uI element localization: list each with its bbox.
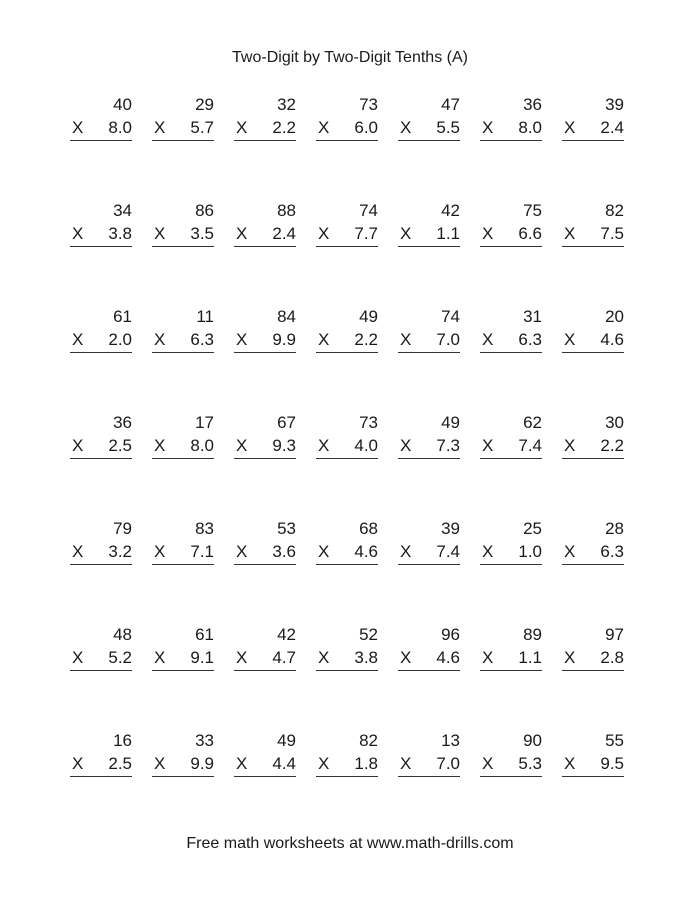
multiplication-problem xyxy=(70,199,150,305)
multiplication-problem xyxy=(316,729,396,835)
multiplier-line xyxy=(398,540,460,565)
multiplication-problem xyxy=(70,411,150,517)
problem-row xyxy=(70,411,630,517)
multiplication-problem xyxy=(562,199,642,305)
multiplication-problem xyxy=(316,517,396,623)
multiplicand: 68 xyxy=(359,519,378,538)
times-sign: X xyxy=(564,436,576,455)
multiplier: 5.5 xyxy=(436,118,460,137)
multiplier-line xyxy=(70,752,132,777)
multiplier: 7.5 xyxy=(600,224,624,243)
multiplier-line xyxy=(562,752,624,777)
multiplicand: 79 xyxy=(113,519,132,538)
multiplication-problem xyxy=(480,199,560,305)
multiplier-line xyxy=(70,328,132,353)
multiplicand: 29 xyxy=(195,95,214,114)
times-sign: X xyxy=(236,436,248,455)
multiplier-line xyxy=(316,434,378,459)
multiplier: 8.0 xyxy=(518,118,542,137)
multiplier: 1.1 xyxy=(518,648,542,667)
multiplication-problem xyxy=(562,305,642,411)
multiplier: 2.2 xyxy=(354,330,378,349)
times-sign: X xyxy=(72,754,84,773)
multiplier: 3.6 xyxy=(272,542,296,561)
multiplier-line xyxy=(316,646,378,671)
multiplier: 2.2 xyxy=(272,118,296,137)
multiplicand: 73 xyxy=(359,95,378,114)
times-sign: X xyxy=(318,330,330,349)
multiplication-problem xyxy=(562,623,642,729)
problem-grid xyxy=(70,93,630,835)
multiplier-line xyxy=(562,116,624,141)
multiplier: 2.4 xyxy=(272,224,296,243)
multiplier: 4.6 xyxy=(600,330,624,349)
multiplier: 1.1 xyxy=(436,224,460,243)
multiplicand: 36 xyxy=(113,413,132,432)
times-sign: X xyxy=(154,224,166,243)
times-sign: X xyxy=(400,436,412,455)
multiplication-problem xyxy=(562,93,642,199)
multiplier: 4.7 xyxy=(272,648,296,667)
times-sign: X xyxy=(154,118,166,137)
multiplication-problem xyxy=(398,729,478,835)
multiplicand: 28 xyxy=(605,519,624,538)
multiplicand: 53 xyxy=(277,519,296,538)
multiplier: 2.5 xyxy=(108,754,132,773)
times-sign: X xyxy=(236,542,248,561)
multiplication-problem xyxy=(480,411,560,517)
multiplication-problem xyxy=(562,729,642,835)
times-sign: X xyxy=(318,224,330,243)
multiplication-problem xyxy=(152,623,232,729)
times-sign: X xyxy=(564,754,576,773)
multiplication-problem xyxy=(398,517,478,623)
multiplicand: 73 xyxy=(359,413,378,432)
multiplier-line xyxy=(562,222,624,247)
times-sign: X xyxy=(318,118,330,137)
multiplier: 4.0 xyxy=(354,436,378,455)
multiplier: 3.8 xyxy=(108,224,132,243)
times-sign: X xyxy=(72,330,84,349)
times-sign: X xyxy=(564,648,576,667)
times-sign: X xyxy=(400,118,412,137)
multiplier-line xyxy=(70,222,132,247)
times-sign: X xyxy=(236,118,248,137)
multiplication-problem xyxy=(152,729,232,835)
multiplication-problem xyxy=(398,411,478,517)
multiplication-problem xyxy=(480,729,560,835)
multiplication-problem xyxy=(234,411,314,517)
multiplication-problem xyxy=(152,305,232,411)
multiplier: 6.3 xyxy=(190,330,214,349)
multiplier-line xyxy=(398,434,460,459)
multiplication-problem xyxy=(70,517,150,623)
multiplicand: 82 xyxy=(605,201,624,220)
multiplicand: 39 xyxy=(605,95,624,114)
times-sign: X xyxy=(236,648,248,667)
times-sign: X xyxy=(482,118,494,137)
times-sign: X xyxy=(154,754,166,773)
multiplier-line xyxy=(480,222,542,247)
multiplier-line xyxy=(234,328,296,353)
multiplication-problem xyxy=(480,623,560,729)
multiplier: 5.7 xyxy=(190,118,214,137)
multiplication-problem xyxy=(70,729,150,835)
multiplicand: 48 xyxy=(113,625,132,644)
multiplier-line xyxy=(398,328,460,353)
times-sign: X xyxy=(318,436,330,455)
problem-row xyxy=(70,305,630,411)
multiplication-problem xyxy=(480,305,560,411)
multiplier: 7.7 xyxy=(354,224,378,243)
multiplication-problem xyxy=(316,93,396,199)
multiplier: 9.9 xyxy=(272,330,296,349)
times-sign: X xyxy=(482,542,494,561)
times-sign: X xyxy=(564,118,576,137)
times-sign: X xyxy=(318,754,330,773)
multiplicand: 90 xyxy=(523,731,542,750)
multiplicand: 13 xyxy=(441,731,460,750)
multiplier-line xyxy=(562,540,624,565)
multiplicand: 96 xyxy=(441,625,460,644)
multiplicand: 30 xyxy=(605,413,624,432)
multiplier: 7.0 xyxy=(436,330,460,349)
multiplicand: 36 xyxy=(523,95,542,114)
multiplier-line xyxy=(398,116,460,141)
multiplier: 9.1 xyxy=(190,648,214,667)
multiplicand: 11 xyxy=(196,307,214,326)
times-sign: X xyxy=(236,330,248,349)
multiplier-line xyxy=(480,328,542,353)
multiplier: 7.4 xyxy=(518,436,542,455)
times-sign: X xyxy=(72,118,84,137)
multiplier: 7.4 xyxy=(436,542,460,561)
multiplier-line xyxy=(234,752,296,777)
multiplicand: 25 xyxy=(523,519,542,538)
multiplicand: 49 xyxy=(359,307,378,326)
multiplier-line xyxy=(316,222,378,247)
multiplier-line xyxy=(480,646,542,671)
multiplier: 7.0 xyxy=(436,754,460,773)
multiplier-line xyxy=(234,434,296,459)
multiplicand: 42 xyxy=(441,201,460,220)
multiplier-line xyxy=(398,752,460,777)
multiplier-line xyxy=(152,116,214,141)
multiplication-problem xyxy=(152,411,232,517)
multiplication-problem xyxy=(152,93,232,199)
times-sign: X xyxy=(236,224,248,243)
times-sign: X xyxy=(482,648,494,667)
multiplier: 3.2 xyxy=(108,542,132,561)
multiplicand: 82 xyxy=(359,731,378,750)
times-sign: X xyxy=(400,330,412,349)
multiplication-problem xyxy=(70,93,150,199)
multiplier-line xyxy=(480,540,542,565)
multiplier: 1.8 xyxy=(354,754,378,773)
multiplier: 2.8 xyxy=(600,648,624,667)
multiplicand: 74 xyxy=(359,201,378,220)
multiplier-line xyxy=(234,646,296,671)
multiplicand: 17 xyxy=(195,413,214,432)
multiplier-line xyxy=(316,116,378,141)
multiplier-line xyxy=(316,328,378,353)
multiplication-problem xyxy=(316,411,396,517)
multiplier-line xyxy=(562,434,624,459)
multiplier: 2.2 xyxy=(600,436,624,455)
multiplicand: 86 xyxy=(195,201,214,220)
multiplicand: 32 xyxy=(277,95,296,114)
multiplication-problem xyxy=(70,305,150,411)
times-sign: X xyxy=(154,436,166,455)
multiplication-problem xyxy=(316,305,396,411)
times-sign: X xyxy=(400,648,412,667)
multiplier-line xyxy=(152,222,214,247)
multiplier-line xyxy=(70,116,132,141)
multiplier-line xyxy=(234,540,296,565)
multiplicand: 88 xyxy=(277,201,296,220)
multiplier: 5.2 xyxy=(108,648,132,667)
multiplicand: 33 xyxy=(195,731,214,750)
multiplicand: 67 xyxy=(277,413,296,432)
multiplier: 2.4 xyxy=(600,118,624,137)
multiplicand: 61 xyxy=(195,625,214,644)
times-sign: X xyxy=(72,436,84,455)
multiplier-line xyxy=(562,328,624,353)
multiplier: 7.3 xyxy=(436,436,460,455)
multiplicand: 47 xyxy=(441,95,460,114)
times-sign: X xyxy=(154,542,166,561)
multiplicand: 49 xyxy=(277,731,296,750)
multiplier: 6.0 xyxy=(354,118,378,137)
times-sign: X xyxy=(318,648,330,667)
times-sign: X xyxy=(482,436,494,455)
multiplier-line xyxy=(152,540,214,565)
multiplication-problem xyxy=(152,517,232,623)
multiplier-line xyxy=(70,434,132,459)
multiplicand: 83 xyxy=(195,519,214,538)
multiplier: 9.3 xyxy=(272,436,296,455)
multiplicand: 49 xyxy=(441,413,460,432)
multiplication-problem xyxy=(234,199,314,305)
problem-row xyxy=(70,623,630,729)
times-sign: X xyxy=(318,542,330,561)
multiplicand: 84 xyxy=(277,307,296,326)
multiplicand: 89 xyxy=(523,625,542,644)
multiplier: 4.4 xyxy=(272,754,296,773)
multiplier-line xyxy=(70,540,132,565)
multiplicand: 61 xyxy=(113,307,132,326)
problem-row xyxy=(70,93,630,199)
multiplier: 1.0 xyxy=(518,542,542,561)
page-title: Two-Digit by Two-Digit Tenths (A) xyxy=(232,49,468,66)
multiplier-line xyxy=(316,752,378,777)
multiplicand: 16 xyxy=(113,731,132,750)
times-sign: X xyxy=(564,330,576,349)
multiplication-problem xyxy=(152,199,232,305)
multiplier-line xyxy=(562,646,624,671)
multiplier: 5.3 xyxy=(518,754,542,773)
multiplier-line xyxy=(234,116,296,141)
problem-row xyxy=(70,729,630,835)
multiplier: 6.3 xyxy=(518,330,542,349)
times-sign: X xyxy=(482,330,494,349)
multiplier: 8.0 xyxy=(108,118,132,137)
multiplicand: 31 xyxy=(523,307,542,326)
multiplier-line xyxy=(480,116,542,141)
multiplicand: 40 xyxy=(113,95,132,114)
multiplier-line xyxy=(316,540,378,565)
multiplicand: 55 xyxy=(605,731,624,750)
multiplicand: 75 xyxy=(523,201,542,220)
multiplier-line xyxy=(234,222,296,247)
multiplication-problem xyxy=(234,729,314,835)
multiplication-problem xyxy=(234,517,314,623)
multiplication-problem xyxy=(398,305,478,411)
multiplier: 3.5 xyxy=(190,224,214,243)
multiplier: 3.8 xyxy=(354,648,378,667)
multiplier-line xyxy=(480,434,542,459)
times-sign: X xyxy=(236,754,248,773)
multiplier: 9.9 xyxy=(190,754,214,773)
multiplier: 4.6 xyxy=(354,542,378,561)
multiplication-problem xyxy=(70,623,150,729)
times-sign: X xyxy=(72,542,84,561)
multiplier-line xyxy=(398,646,460,671)
multiplier: 2.5 xyxy=(108,436,132,455)
multiplication-problem xyxy=(316,623,396,729)
multiplication-problem xyxy=(234,623,314,729)
times-sign: X xyxy=(482,224,494,243)
multiplication-problem xyxy=(316,199,396,305)
multiplicand: 34 xyxy=(113,201,132,220)
multiplier: 9.5 xyxy=(600,754,624,773)
footer-text: Free math worksheets at www.math-drills.com xyxy=(186,835,514,852)
times-sign: X xyxy=(72,648,84,667)
multiplier-line xyxy=(480,752,542,777)
multiplier-line xyxy=(152,434,214,459)
multiplication-problem xyxy=(480,93,560,199)
multiplicand: 20 xyxy=(605,307,624,326)
multiplication-problem xyxy=(398,623,478,729)
multiplier-line xyxy=(152,752,214,777)
multiplier-line xyxy=(398,222,460,247)
multiplier-line xyxy=(152,646,214,671)
times-sign: X xyxy=(400,224,412,243)
multiplication-problem xyxy=(234,305,314,411)
multiplication-problem xyxy=(398,93,478,199)
multiplier: 2.0 xyxy=(108,330,132,349)
multiplier: 6.3 xyxy=(600,542,624,561)
multiplication-problem xyxy=(398,199,478,305)
multiplication-problem xyxy=(234,93,314,199)
multiplicand: 74 xyxy=(441,307,460,326)
problem-row xyxy=(70,199,630,305)
multiplier: 8.0 xyxy=(190,436,214,455)
multiplication-problem xyxy=(480,517,560,623)
times-sign: X xyxy=(564,224,576,243)
multiplicand: 42 xyxy=(277,625,296,644)
multiplicand: 97 xyxy=(605,625,624,644)
multiplier: 7.1 xyxy=(190,542,214,561)
times-sign: X xyxy=(400,754,412,773)
multiplicand: 39 xyxy=(441,519,460,538)
times-sign: X xyxy=(154,330,166,349)
multiplier: 4.6 xyxy=(436,648,460,667)
times-sign: X xyxy=(482,754,494,773)
multiplication-problem xyxy=(562,517,642,623)
times-sign: X xyxy=(72,224,84,243)
times-sign: X xyxy=(154,648,166,667)
times-sign: X xyxy=(564,542,576,561)
multiplier-line xyxy=(70,646,132,671)
multiplication-problem xyxy=(562,411,642,517)
problem-row xyxy=(70,517,630,623)
multiplicand: 52 xyxy=(359,625,378,644)
times-sign: X xyxy=(400,542,412,561)
multiplicand: 62 xyxy=(523,413,542,432)
multiplier: 6.6 xyxy=(518,224,542,243)
multiplier-line xyxy=(152,328,214,353)
